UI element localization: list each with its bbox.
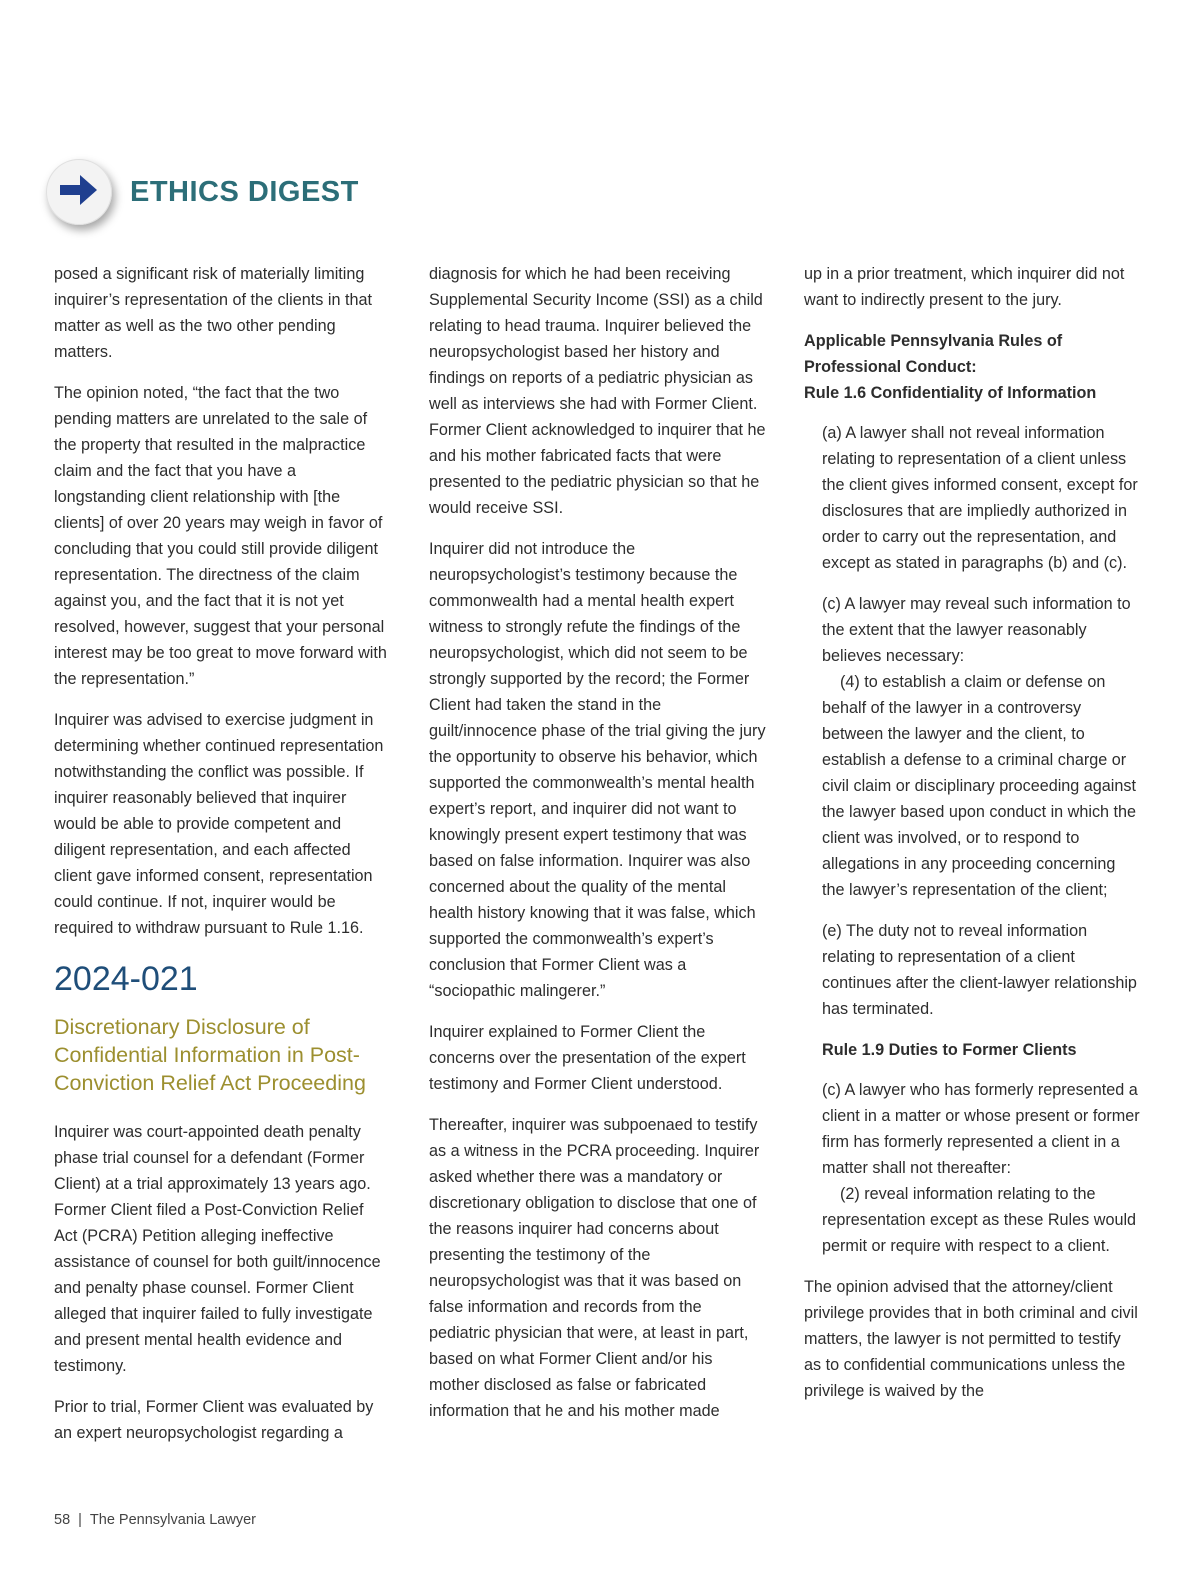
paragraph: Inquirer was court-appointed death penalty phase trial counsel for a defendant (Former Client) at a trial approximately 13 years ago. Former Client filed a Post-Conviction Relief Act (PCRA) Petition alleging ineffective assistance of counsel for both guilt/innocence and penalty phase counsel. Former Client alleged that inquirer failed to fully investigate and present mental health evidence and testimony. (54, 1123, 381, 1375)
paragraph: Inquirer was advised to exercise judgment in determining whether continued representation notwithstanding the conflict was possible. If inquirer reasonably believed that inquirer would be able to provide competent and diligent representation, and each affected client gave informed consent, representation could continue. If not, inquirer would be required to withdraw pursuant to Rule 1.16. (54, 711, 384, 937)
page-number: 58 (54, 1512, 71, 1528)
paragraph: The opinion advised that the attorney/client privilege provides that in both criminal and civil matters, the lawyer is not permitted to testify as to confidential communications unless the privilege is waived by the (804, 1278, 1138, 1400)
paragraph: Thereafter, inquirer was subpoenaed to testify as a witness in the PCRA proceeding. Inquirer asked whether there was a mandatory or discretionary obligation to disclose that one of the reasons inquirer had concerns about presenting the testimony of the neuropsychologist was that it was based on false information and records from the pediatric physician that were, at least in part, based on what Former Client and/or his mother disclosed as false or fabricated information that he and his mother made (429, 1116, 760, 1420)
rule-subparagraph: (4) to establish a claim or defense on behalf of the lawyer in a controversy between the lawyer and the client, to establish a defense to a criminal charge or civil claim or disciplinary proceeding against the lawyer based upon conduct in which the client was involved, or to respond to allegations in any proceeding concerning the lawyer’s representation of the client; (822, 673, 1137, 899)
rule-1-9-heading: Rule 1.9 Duties to Former Clients (822, 1041, 1077, 1059)
paragraph: The opinion noted, “the fact that the two pending matters are unrelated to the sale of the property that resulted in the malpractice claim and the fact that you have a longstanding client relationship with [the clients] of over 20 years may weigh in favor of concluding that you could still provide diligent representation. The directness of the claim against you, and the fact that it is not yet resolved, however, suggest that your personal interest may be too great to move forward with the representation.” (54, 384, 387, 688)
rules-heading-line: Applicable Pennsylvania Rules of (804, 332, 1063, 350)
rule-paragraph: (c) A lawyer may reveal such information to the extent that the lawyer reasonably believes necessary: (822, 595, 1131, 665)
paragraph: Inquirer did not introduce the neuropsychologist’s testimony because the commonwealth had a mental health expert witness to strongly refute the findings of the neuropsychologist, which did not seem to be strongly supported by the record; the Former Client had taken the stand in the guilt/innocence phase of the trial giving the jury the opportunity to observe his behavior, which supported the commonwealth’s mental health expert’s report, and inquirer did not want to knowingly present expert testimony that was based on false information. Inquirer was also concerned about the quality of the mental health history knowing that it was false, which supported the commonwealth’s expert’s conclusion that Former Client was a “sociopathic malingerer.” (429, 540, 766, 1000)
paragraph: posed a significant risk of materially limiting inquirer’s representation of the clients in that matter as well as the two other pending matters. (54, 265, 372, 361)
rules-heading-line: Professional Conduct: (804, 358, 977, 376)
right-arrow-icon (58, 172, 100, 213)
paragraph: diagnosis for which he had been receiving Supplemental Security Income (SSI) as a child relating to head trauma. Inquirer believed the neuropsychologist based her history and findings on reports of a pediatric physician as well as interviews she had with Former Client. Former Client acknowledged to inquirer that he and his mother fabricated facts that were presented to the pediatric physician so that he would receive SSI. (429, 265, 766, 517)
rules-heading (804, 328, 1140, 406)
opinion-title: Discretionary Disclosure of Confidential Information in Post-Conviction Relief Act Proceeding (54, 1015, 366, 1095)
publication-name: The Pennsylvania Lawyer (89, 1512, 256, 1528)
paragraph: Prior to trial, Former Client was evaluated by an expert neuropsychologist regarding a (54, 1398, 374, 1442)
column-1 (54, 261, 390, 1461)
rule-paragraph: (a) A lawyer shall not reveal information relating to representation of a client unless the client gives informed consent, except for disclosures that are impliedly authorized in order to carry out the representation, and except as stated in paragraphs (b) and (c). (822, 424, 1138, 572)
rule-paragraph: (e) The duty not to reveal information relating to representation of a client continues after the client-lawyer relationship has terminated. (822, 922, 1137, 1018)
section-header (46, 152, 359, 232)
paragraph: up in a prior treatment, which inquirer did not want to indirectly present to the jury. (804, 265, 1125, 309)
section-title: ETHICS DIGEST (130, 175, 359, 208)
rule-paragraph-group (804, 591, 1140, 903)
column-2 (429, 261, 767, 1439)
page-footer (54, 1512, 256, 1528)
opinion-number: 2024-021 (54, 960, 198, 998)
arrow-badge (46, 159, 112, 225)
paragraph: Inquirer explained to Former Client the concerns over the presentation of the expert testimony and Former Client understood. (429, 1023, 746, 1093)
rule-paragraph: (c) A lawyer who has formerly represented a client in a matter or whose present or former firm has formerly represented a client in a matter shall not thereafter: (822, 1081, 1140, 1177)
rule-1-6-heading: Rule 1.6 Confidentiality of Information (804, 384, 1097, 402)
column-3 (804, 261, 1140, 1419)
footer-separator: | (78, 1512, 82, 1528)
rule-paragraph-group (804, 1077, 1140, 1259)
rule-subparagraph: (2) reveal information relating to the representation except as these Rules would permit or require with respect to a client. (822, 1185, 1137, 1255)
